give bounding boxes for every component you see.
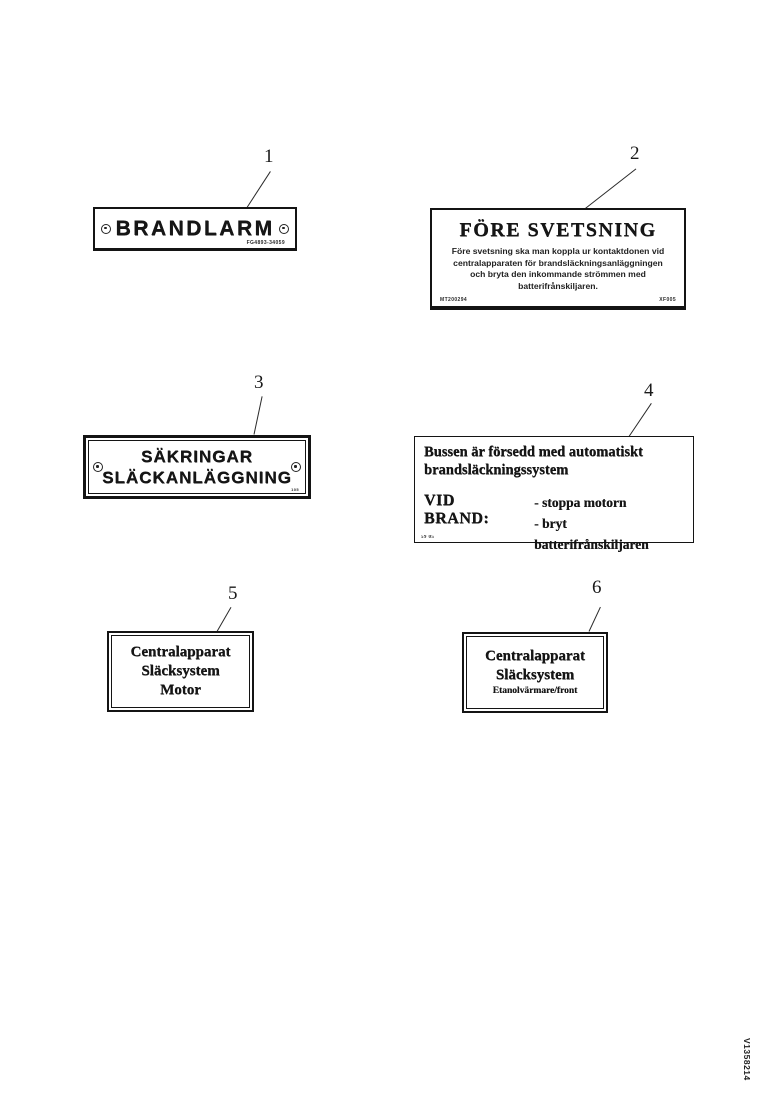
callout-number-1: 1 — [264, 146, 274, 167]
decal-centralapparat-motor — [107, 631, 254, 712]
decal-brandlarm — [93, 207, 297, 251]
decal-vid-brand-heading: VID BRAND: — [424, 492, 490, 527]
decal-fore-svetsning-body — [432, 246, 684, 292]
decal-motor-line1: Centralapparat — [130, 644, 231, 660]
decal-vid-brand-line2: brandsläckningssystem — [424, 461, 569, 478]
decal-sakringar-line1: SÄKRINGAR — [141, 447, 253, 466]
decal-centralapparat-etanol — [462, 632, 608, 713]
body-line-1: Före svetsning ska man koppla ur kontaktdonen vid — [451, 246, 665, 256]
callout-number-4: 4 — [644, 380, 654, 401]
decal-vid-brand-items — [534, 492, 684, 555]
callout-number-2: 2 — [630, 143, 640, 164]
decal-sakringar — [83, 435, 311, 499]
decal-fore-svetsning — [430, 208, 686, 310]
decal-fore-svetsning-title: FÖRE SVETSNING — [459, 219, 657, 241]
leader-line-4 — [629, 403, 652, 437]
decal-centralapparat-motor-inner — [111, 635, 250, 708]
decal-vid-brand — [414, 436, 694, 552]
decal-sakringar-part-code: 105 — [291, 487, 299, 492]
decal-vid-brand-line1: Bussen är försedd med automatiskt — [424, 444, 643, 460]
decal-brandlarm-part-code: FG4893-34059 — [246, 240, 285, 246]
decal-vid-brand-item2: - bryt batterifrånskiljaren — [534, 516, 649, 552]
decal-fore-svetsning-code-right: XF005 — [659, 297, 676, 303]
callout-number-5: 5 — [228, 583, 238, 604]
document-id-vertical: V1358214 — [742, 1038, 752, 1081]
decal-vid-brand-item1: - stoppa motorn — [534, 495, 627, 510]
screw-icon — [279, 224, 289, 234]
leader-line-1 — [247, 171, 271, 208]
decal-vid-brand-part-code: 59 05 — [421, 535, 435, 540]
decal-sakringar-inner — [88, 440, 306, 494]
decal-vid-brand-instructions — [424, 492, 684, 555]
leader-line-5 — [217, 607, 232, 632]
body-line-3: och bryta den inkommande strömmen med batterifrånskiljaren. — [470, 269, 646, 291]
screw-icon — [101, 224, 111, 234]
decal-etanol-line1: Centralapparat — [485, 648, 585, 664]
callout-number-3: 3 — [254, 372, 264, 393]
decal-centralapparat-etanol-inner — [466, 636, 604, 709]
leader-line-3 — [254, 396, 263, 434]
decal-fore-svetsning-code-left: MT200294 — [440, 297, 468, 303]
decal-motor-line3: Motor — [160, 682, 201, 698]
screw-icon — [291, 462, 301, 472]
decal-etanol-line3: Etanolvärmare/front — [492, 686, 578, 696]
decal-motor-line2: Släcksystem — [141, 663, 220, 679]
leader-line-6 — [589, 607, 601, 632]
decal-etanol-line2: Släcksystem — [495, 667, 575, 683]
screw-icon — [93, 462, 103, 472]
leader-line-2 — [584, 168, 637, 209]
decal-sakringar-line2: SLÄCKANLÄGGNING — [102, 468, 292, 487]
decal-brandlarm-title: BRANDLARM — [115, 216, 275, 240]
body-line-2: centralapparaten för brandsläckningsanläggningen — [453, 257, 663, 268]
callout-number-6: 6 — [592, 577, 602, 598]
